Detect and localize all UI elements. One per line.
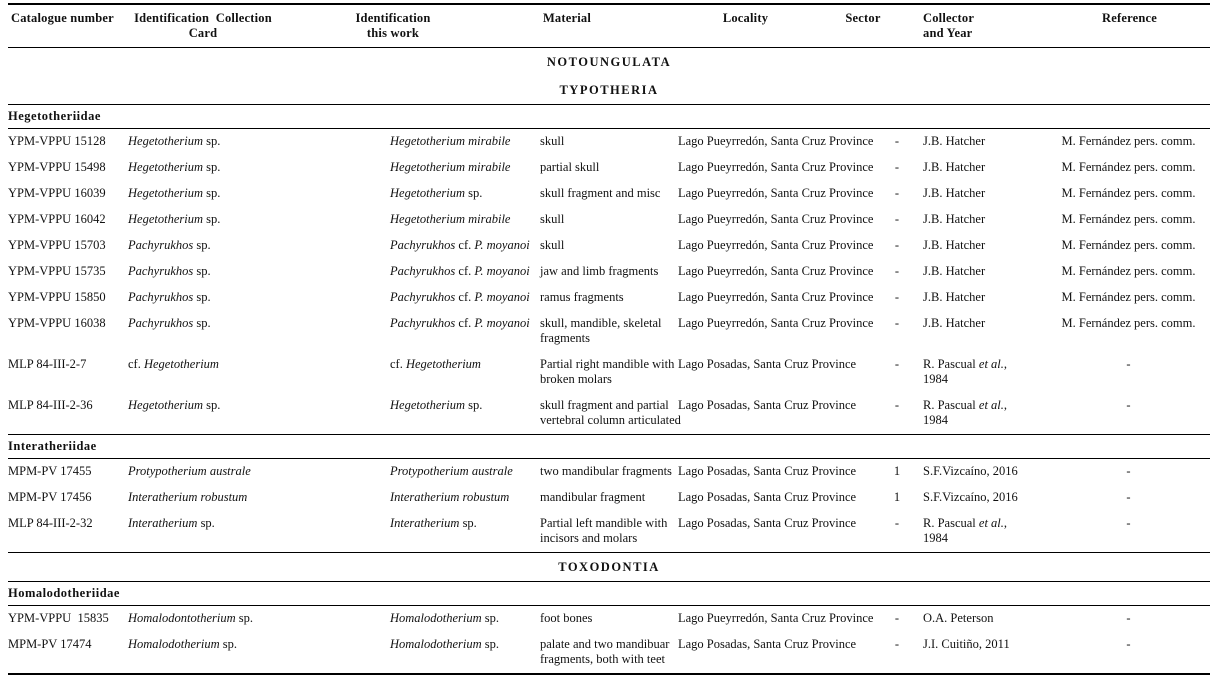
- cell-reference: -: [1126, 464, 1131, 478]
- family-header: Interatheriidae: [8, 435, 1210, 459]
- column-header-label: Identification Collection Card: [134, 11, 272, 40]
- table-row: [8, 155, 1210, 181]
- cell-id_card: Interatherium sp.: [128, 516, 215, 530]
- cell-locality: Lago Pueyrredón, Santa Cruz Province: [678, 611, 874, 625]
- cell-id_work: Pachyrukhos cf. P. moyanoi: [390, 290, 530, 304]
- column-header-reference: [1049, 4, 1210, 48]
- order-header-row: [8, 48, 1210, 77]
- cell-locality: Lago Pueyrredón, Santa Cruz Province: [678, 186, 874, 200]
- cell-sector: -: [894, 611, 900, 625]
- cell-material: skull fragment and misc: [540, 186, 661, 200]
- specimen-table: [8, 3, 1210, 675]
- cell-id_work: cf. Hegetotherium: [390, 357, 481, 371]
- cell-id_work: Interatherium sp.: [390, 516, 477, 530]
- cell-locality: Lago Pueyrredón, Santa Cruz Province: [678, 316, 874, 330]
- cell-collector: R. Pascual et al., 1984: [923, 398, 1008, 427]
- table-row: [8, 632, 1210, 674]
- cell-id_card: Homalodotherium sp.: [128, 637, 238, 651]
- cell-sector: 1: [893, 490, 901, 504]
- cell-sector: -: [894, 637, 900, 651]
- cell-catalogue: YPM-VPPU 15498: [8, 160, 106, 174]
- order-header-row: [8, 76, 1210, 105]
- cell-sector: -: [894, 398, 900, 412]
- column-header-label: Material: [542, 11, 592, 25]
- column-header-collector: [923, 4, 1049, 48]
- cell-locality: Lago Posadas, Santa Cruz Province: [678, 516, 857, 530]
- cell-reference: M. Fernández pers. comm.: [1061, 290, 1196, 304]
- cell-material: two mandibular fragments: [540, 464, 672, 478]
- table-row: [8, 311, 1210, 352]
- table-row: [8, 485, 1210, 511]
- cell-collector: J.B. Hatcher: [923, 186, 986, 200]
- cell-sector: -: [894, 357, 900, 371]
- cell-id_card: Hegetotherium sp.: [128, 134, 221, 148]
- column-header-label: Collector and Year: [923, 11, 975, 40]
- cell-reference: M. Fernández pers. comm.: [1061, 212, 1196, 226]
- cell-reference: M. Fernández pers. comm.: [1061, 186, 1196, 200]
- cell-sector: -: [894, 134, 900, 148]
- cell-sector: -: [894, 212, 900, 226]
- cell-material: skull, mandible, skeletal fragments: [540, 316, 662, 345]
- cell-reference: -: [1126, 357, 1131, 371]
- table-header: [8, 4, 1210, 48]
- cell-collector: J.B. Hatcher: [923, 290, 986, 304]
- cell-locality: Lago Posadas, Santa Cruz Province: [678, 398, 857, 412]
- cell-sector: -: [894, 264, 900, 278]
- cell-sector: 1: [893, 464, 901, 478]
- cell-catalogue: MPM-PV 17456: [8, 490, 92, 504]
- column-header-label: Catalogue number: [11, 11, 114, 25]
- cell-sector: -: [894, 290, 900, 304]
- cell-id_card: Protypotherium australe: [128, 464, 251, 478]
- cell-id_work: Hegetotherium sp.: [390, 398, 483, 412]
- cell-material: Partial right mandible with broken molars: [540, 357, 675, 386]
- cell-collector: S.F.Vizcaíno, 2016: [923, 464, 1018, 478]
- cell-collector: J.B. Hatcher: [923, 264, 986, 278]
- table-row: [8, 233, 1210, 259]
- cell-collector: J.B. Hatcher: [923, 212, 986, 226]
- cell-locality: Lago Pueyrredón, Santa Cruz Province: [678, 212, 874, 226]
- table-row: [8, 129, 1210, 156]
- cell-id_card: Pachyrukhos sp.: [128, 264, 211, 278]
- family-header-row: [8, 105, 1210, 129]
- cell-locality: Lago Posadas, Santa Cruz Province: [678, 637, 857, 651]
- cell-id_card: Hegetotherium sp.: [128, 212, 221, 226]
- cell-material: jaw and limb fragments: [540, 264, 659, 278]
- table-row: [8, 181, 1210, 207]
- cell-reference: -: [1126, 516, 1131, 530]
- family-header-row: [8, 582, 1210, 606]
- cell-catalogue: YPM-VPPU 16039: [8, 186, 106, 200]
- cell-reference: -: [1126, 490, 1131, 504]
- cell-collector: J.B. Hatcher: [923, 160, 986, 174]
- cell-sector: -: [894, 160, 900, 174]
- cell-collector: R. Pascual et al., 1984: [923, 357, 1008, 386]
- cell-id_work: Hegetotherium mirabile: [390, 212, 511, 226]
- cell-material: skull: [540, 238, 565, 252]
- order-header: TOXODONTIA: [8, 553, 1210, 582]
- cell-id_work: Hegetotherium mirabile: [390, 160, 511, 174]
- cell-catalogue: YPM-VPPU 16038: [8, 316, 106, 330]
- cell-id_card: Interatherium robustum: [128, 490, 248, 504]
- cell-locality: Lago Posadas, Santa Cruz Province: [678, 490, 857, 504]
- cell-id_card: Homalodontotherium sp.: [128, 611, 254, 625]
- cell-id_card: Hegetotherium sp.: [128, 160, 221, 174]
- order-header-row: [8, 553, 1210, 582]
- cell-sector: -: [894, 238, 900, 252]
- cell-catalogue: YPM-VPPU 15703: [8, 238, 106, 252]
- cell-id_card: Hegetotherium sp.: [128, 186, 221, 200]
- cell-id_card: Pachyrukhos sp.: [128, 290, 211, 304]
- cell-locality: Lago Pueyrredón, Santa Cruz Province: [678, 264, 874, 278]
- cell-reference: M. Fernández pers. comm.: [1061, 238, 1196, 252]
- cell-sector: -: [894, 316, 900, 330]
- column-header-label: Locality: [722, 11, 769, 25]
- cell-id_work: Hegetotherium mirabile: [390, 134, 511, 148]
- cell-material: Partial left mandible with incisors and molars: [540, 516, 668, 545]
- table-row: [8, 511, 1210, 553]
- cell-material: foot bones: [540, 611, 593, 625]
- cell-id_work: Pachyrukhos cf. P. moyanoi: [390, 238, 530, 252]
- cell-locality: Lago Posadas, Santa Cruz Province: [678, 357, 857, 371]
- cell-id_work: Homalodotherium sp.: [390, 637, 500, 651]
- cell-collector: S.F.Vizcaíno, 2016: [923, 490, 1018, 504]
- cell-locality: Lago Pueyrredón, Santa Cruz Province: [678, 238, 874, 252]
- cell-collector: R. Pascual et al., 1984: [923, 516, 1008, 545]
- cell-collector: J.I. Cuitiño, 2011: [923, 637, 1010, 651]
- table-row: [8, 207, 1210, 233]
- cell-sector: -: [894, 186, 900, 200]
- cell-id_work: Protypotherium australe: [390, 464, 513, 478]
- cell-catalogue: YPM-VPPU 15835: [8, 611, 109, 625]
- cell-material: palate and two mandibuar fragments, both with teet: [540, 637, 670, 666]
- cell-catalogue: MPM-PV 17474: [8, 637, 92, 651]
- cell-reference: M. Fernández pers. comm.: [1061, 264, 1196, 278]
- cell-id_card: Hegetotherium sp.: [128, 398, 221, 412]
- cell-reference: M. Fernández pers. comm.: [1061, 316, 1196, 330]
- cell-id_work: Pachyrukhos cf. P. moyanoi: [390, 264, 530, 278]
- cell-catalogue: YPM-VPPU 15735: [8, 264, 106, 278]
- cell-id_card: Pachyrukhos sp.: [128, 316, 211, 330]
- cell-collector: J.B. Hatcher: [923, 238, 986, 252]
- cell-sector: -: [894, 516, 900, 530]
- cell-catalogue: YPM-VPPU 15128: [8, 134, 106, 148]
- column-header-catalogue: [8, 4, 128, 48]
- cell-locality: Lago Posadas, Santa Cruz Province: [678, 464, 857, 478]
- table-row: [8, 259, 1210, 285]
- cell-catalogue: MLP 84-III-2-36: [8, 398, 93, 412]
- table-row: [8, 393, 1210, 435]
- cell-material: skull fragment and partial vertebral column articulated: [540, 398, 681, 427]
- cell-material: partial skull: [540, 160, 600, 174]
- column-header-label: Identification this work: [355, 11, 431, 40]
- cell-locality: Lago Pueyrredón, Santa Cruz Province: [678, 290, 874, 304]
- cell-id_work: Homalodotherium sp.: [390, 611, 500, 625]
- column-header-sector: [845, 4, 923, 48]
- table-row: [8, 285, 1210, 311]
- cell-id_card: Pachyrukhos sp.: [128, 238, 211, 252]
- cell-reference: -: [1126, 398, 1131, 412]
- table-row: [8, 352, 1210, 393]
- cell-reference: -: [1126, 611, 1131, 625]
- table-row: [8, 606, 1210, 633]
- cell-catalogue: MLP 84-III-2-7: [8, 357, 87, 371]
- cell-collector: O.A. Peterson: [923, 611, 994, 625]
- cell-collector: J.B. Hatcher: [923, 134, 986, 148]
- cell-material: skull: [540, 212, 565, 226]
- cell-catalogue: MLP 84-III-2-32: [8, 516, 93, 530]
- cell-id_work: Interatherium robustum: [390, 490, 510, 504]
- family-header: Hegetotheriidae: [8, 105, 1210, 129]
- family-header: Homalodotheriidae: [8, 582, 1210, 606]
- cell-catalogue: YPM-VPPU 15850: [8, 290, 106, 304]
- cell-id_card: cf. Hegetotherium: [128, 357, 219, 371]
- cell-reference: M. Fernández pers. comm.: [1061, 134, 1196, 148]
- cell-reference: -: [1126, 637, 1131, 651]
- cell-catalogue: YPM-VPPU 16042: [8, 212, 106, 226]
- cell-id_work: Pachyrukhos cf. P. moyanoi: [390, 316, 530, 330]
- cell-material: mandibular fragment: [540, 490, 646, 504]
- column-header-label: Sector: [845, 11, 881, 25]
- cell-material: ramus fragments: [540, 290, 624, 304]
- cell-material: skull: [540, 134, 565, 148]
- cell-collector: J.B. Hatcher: [923, 316, 986, 330]
- order-header: TYPOTHERIA: [559, 82, 659, 97]
- table-body: [8, 48, 1210, 675]
- table-row: [8, 459, 1210, 486]
- cell-locality: Lago Pueyrredón, Santa Cruz Province: [678, 134, 874, 148]
- family-header-row: [8, 435, 1210, 459]
- header-row: [8, 4, 1210, 48]
- cell-id_work: Hegetotherium sp.: [390, 186, 483, 200]
- cell-reference: M. Fernández pers. comm.: [1061, 160, 1196, 174]
- cell-locality: Lago Pueyrredón, Santa Cruz Province: [678, 160, 874, 174]
- column-header-label: Reference: [1101, 11, 1157, 25]
- cell-catalogue: MPM-PV 17455: [8, 464, 92, 478]
- order-header: NOTOUNGULATA: [546, 54, 672, 69]
